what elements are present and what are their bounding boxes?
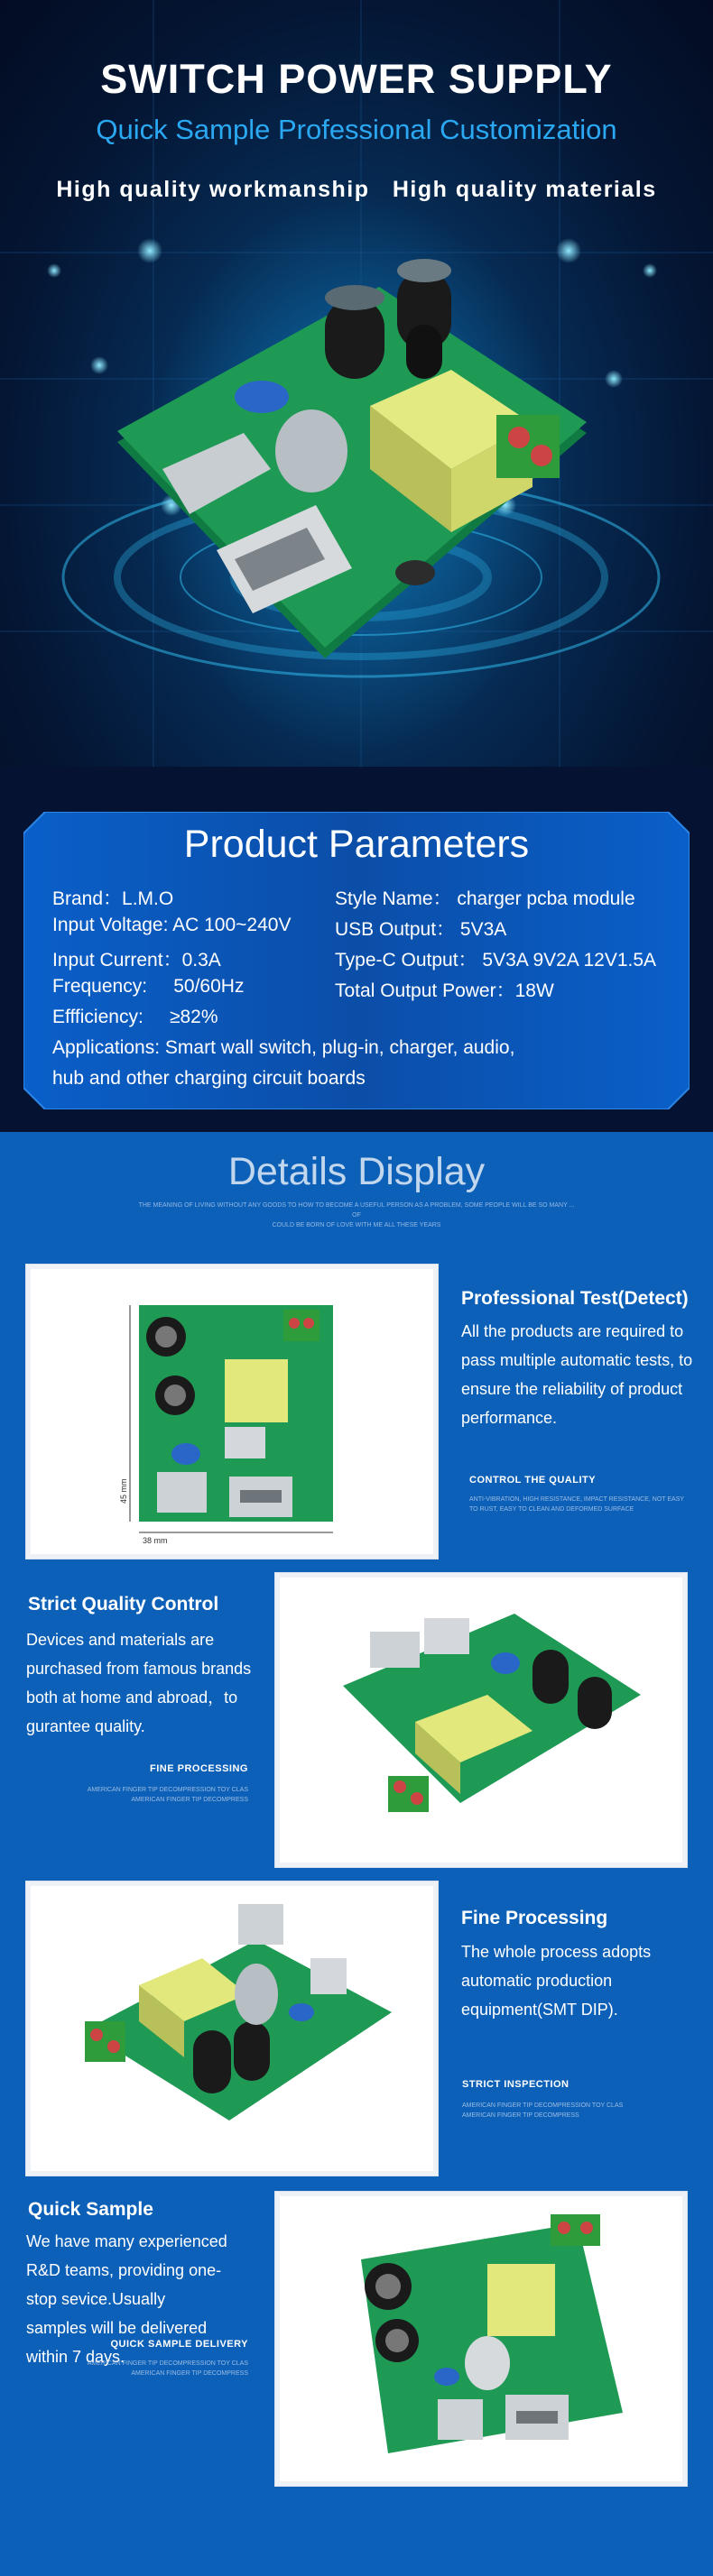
product-parameters-section [0,767,713,1132]
feature-3-title: Fine Processing [461,1908,608,1928]
feature-2-description: Devices and materials are purchased from famous brands both at home and abroad，to gurantee quality. [26,1631,252,1735]
param-input-current: Input Current：0.3A [52,950,221,971]
pcb-front-view-image [280,2196,682,2481]
details-title: Details Display [227,1150,486,1193]
param-typec-output: Type-C Output： 5V3A 9V2A 12V1.5A [335,950,657,971]
param-applications-line2: hub and other charging circuit boards [52,1068,366,1089]
param-input-voltage: Input Voltage: AC 100~240V [52,915,292,935]
hero-tagline: High quality workmanship High quality materials [56,177,657,202]
details-subtitle [135,1201,578,1230]
param-usb-output: USB Output： 5V3A [335,919,507,940]
param-efficiency: Effficiency: ≥82% [52,1007,218,1027]
pcb-angled-view-image [280,1578,682,1863]
feature-2-small-text [54,1785,248,1805]
param-frequency: Frequency: 50/60Hz [52,976,245,997]
pcb-module-image [108,225,614,731]
feature-2-small-line1: AMERICAN FINGER TIP DECOMPRESSION TOY CLAS [87,1787,248,1793]
feature-image-1 [26,1265,438,1559]
feature-4-title: Quick Sample [28,2199,153,2220]
feature-3-description: The whole process adopts automatic production equipment(SMT DIP). [461,1943,652,2019]
feature-2-heading: FINE PROCESSING [150,1763,248,1774]
feature-image-2 [275,1573,687,1867]
feature-1-small-text: ANTI-VIBRATION, HIGH RESISTANCE, IMPACT RESISTANCE, NOT EASY TO RUST, EASY TO CLEAN AND DEFORMED SURFACE [469,1496,684,1513]
param-brand: Brand：L.M.O [52,888,174,909]
feature-4-description: We have many experienced R&D teams, providing one-stop sevice.Usually samples will be delivered within 7 days. [26,2232,227,2366]
parameters-title: Product Parameters [183,823,530,866]
details-display-section [0,1132,713,2576]
feature-3-small-line2: AMERICAN FINGER TIP DECOMPRESS [462,2112,579,2119]
feature-3-small-line1: AMERICAN FINGER TIP DECOMPRESSION TOY CLAS [462,2102,624,2109]
details-subtitle-line1: THE MEANING OF LIVING WITHOUT ANY GOODS TO HOW TO BECOME A USEFUL PERSON AS A PROBLEM, SOME PEOPLE WILL BE SO MANY ... OF [138,1202,575,1219]
pcb-top-view-image [31,1269,433,1554]
param-total-output: Total Output Power：18W [335,980,554,1001]
pcb-side-view-image [31,1886,433,2171]
feature-image-4 [275,2192,687,2486]
feature-image-3 [26,1881,438,2176]
feature-1-description: All the products are required to pass multiple automatic tests, to ensure the reliability of product performance. [461,1322,693,1427]
param-applications-line1: Applications: Smart wall switch, plug-in, charger, audio, [52,1037,515,1058]
feature-1-title: Professional Test(Detect) [461,1288,689,1309]
param-style-name: Style Name： charger pcba module [335,888,635,909]
feature-4-small-text [54,2359,248,2378]
feature-2-title: Strict Quality Control [28,1594,219,1615]
feature-1-heading: CONTROL THE QUALITY [469,1475,597,1486]
feature-3-heading: STRICT INSPECTION [462,2079,569,2090]
hero-banner [0,0,713,767]
hero-subtitle: Quick Sample Professional Customization [96,114,617,145]
feature-3-small-text [462,2101,679,2121]
feature-4-heading: QUICK SAMPLE DELIVERY [110,2339,248,2350]
feature-2-small-line2: AMERICAN FINGER TIP DECOMPRESS [131,1797,248,1803]
dimension-height-label: 45 mm [119,1478,128,1504]
dimension-width-label: 38 mm [143,1536,168,1545]
details-subtitle-line2: COULD BE BORN OF LOVE WITH ME ALL THESE YEARS [272,1222,441,1228]
hero-title: SWITCH POWER SUPPLY [100,56,613,102]
feature-4-small-line1: AMERICAN FINGER TIP DECOMPRESSION TOY CLAS [87,2360,248,2367]
feature-4-small-line2: AMERICAN FINGER TIP DECOMPRESS [131,2370,248,2377]
